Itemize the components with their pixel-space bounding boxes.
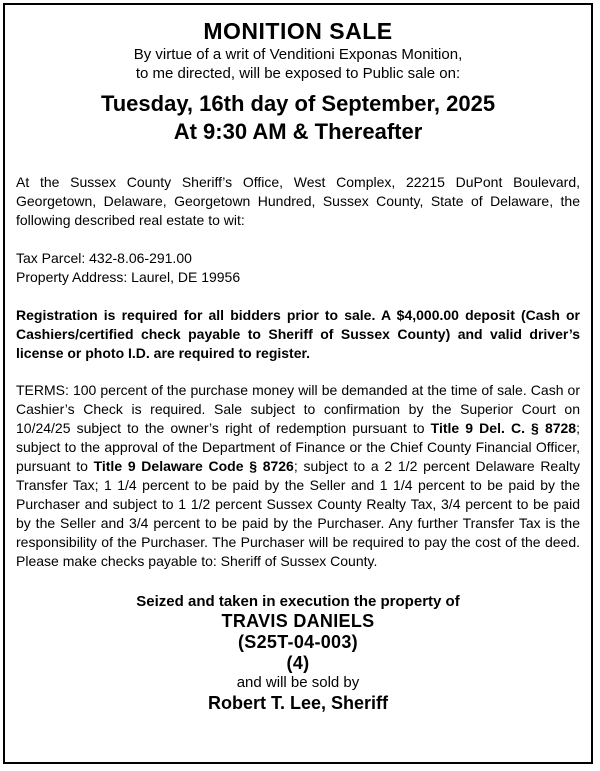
notice-body xyxy=(5,173,591,571)
terms-part-1: TERMS: 100 percent of the purchase money will be demanded at the time of sale. Cash or Cashier’s Check is required. Sale subject to confirmation by the Superior Court on 10/24/25 subject to the owner’s right of redemption pursuant to xyxy=(16,382,580,436)
notice-header xyxy=(5,18,591,146)
registration-requirement: Registration is required for all bidders prior to sale. A $4,000.00 deposit (Cash or Cashiers/certified check payable to Sheriff of Sussex County) and valid driver’s license or photo I.D. are required to register. xyxy=(16,307,580,361)
case-number: (S25T-04-003) xyxy=(238,632,358,652)
terms-part-2: ; subject to the approval of the Department of Finance or the Chief County Financial Officer, pursuant to xyxy=(16,420,580,474)
sale-time: At 9:30 AM & Thereafter xyxy=(173,119,423,144)
terms-statute-2: Title 9 Delaware Code § 8726 xyxy=(93,458,294,474)
terms-statute-1: Title 9 Del. C. § 8728 xyxy=(430,420,577,436)
seized-line: Seized and taken in execution the property of xyxy=(136,593,460,610)
sale-date: Tuesday, 16th day of September, 2025 xyxy=(100,91,496,116)
intro-line-2: to me directed, will be exposed to Public sale on: xyxy=(135,65,461,82)
tax-parcel: Tax Parcel: 432-8.06-291.00 xyxy=(16,250,192,266)
defendant-name: TRAVIS DANIELS xyxy=(221,611,375,631)
monition-sale-notice xyxy=(3,3,593,764)
sale-terms xyxy=(16,381,580,571)
item-number: (4) xyxy=(286,653,310,673)
notice-footer xyxy=(5,592,591,715)
sheriff-name: Robert T. Lee, Sheriff xyxy=(207,693,389,713)
property-address: Property Address: Laurel, DE 19956 xyxy=(16,269,241,285)
notice-title: MONITION SALE xyxy=(203,18,393,44)
intro-line-1: By virtue of a writ of Venditioni Exponas Monition, xyxy=(133,46,463,63)
sale-location: At the Sussex County Sheriff’s Office, West Complex, 22215 DuPont Boulevard, Georgetown, Delaware, Georgetown Hundred, Sussex County, State of Delaware, the following described real estate to wit: xyxy=(16,174,580,228)
terms-part-3: ; subject to a 2 1/2 percent Delaware Realty Transfer Tax; 1 1/4 percent to be paid by the Seller and 1 1/4 percent to be paid by the Purchaser and subject to 1 1/2 percent Sussex County Realty Tax, 3/4 percent to be paid by the Seller and 3/4 percent to be paid by the Purchaser. Any further Transfer Tax is the responsibility of the Purchaser. The Purchaser will be required to pay the cost of the deed. Please make checks payable to: Sheriff of Sussex County. xyxy=(16,458,581,569)
sold-by-line: and will be sold by xyxy=(236,674,360,691)
